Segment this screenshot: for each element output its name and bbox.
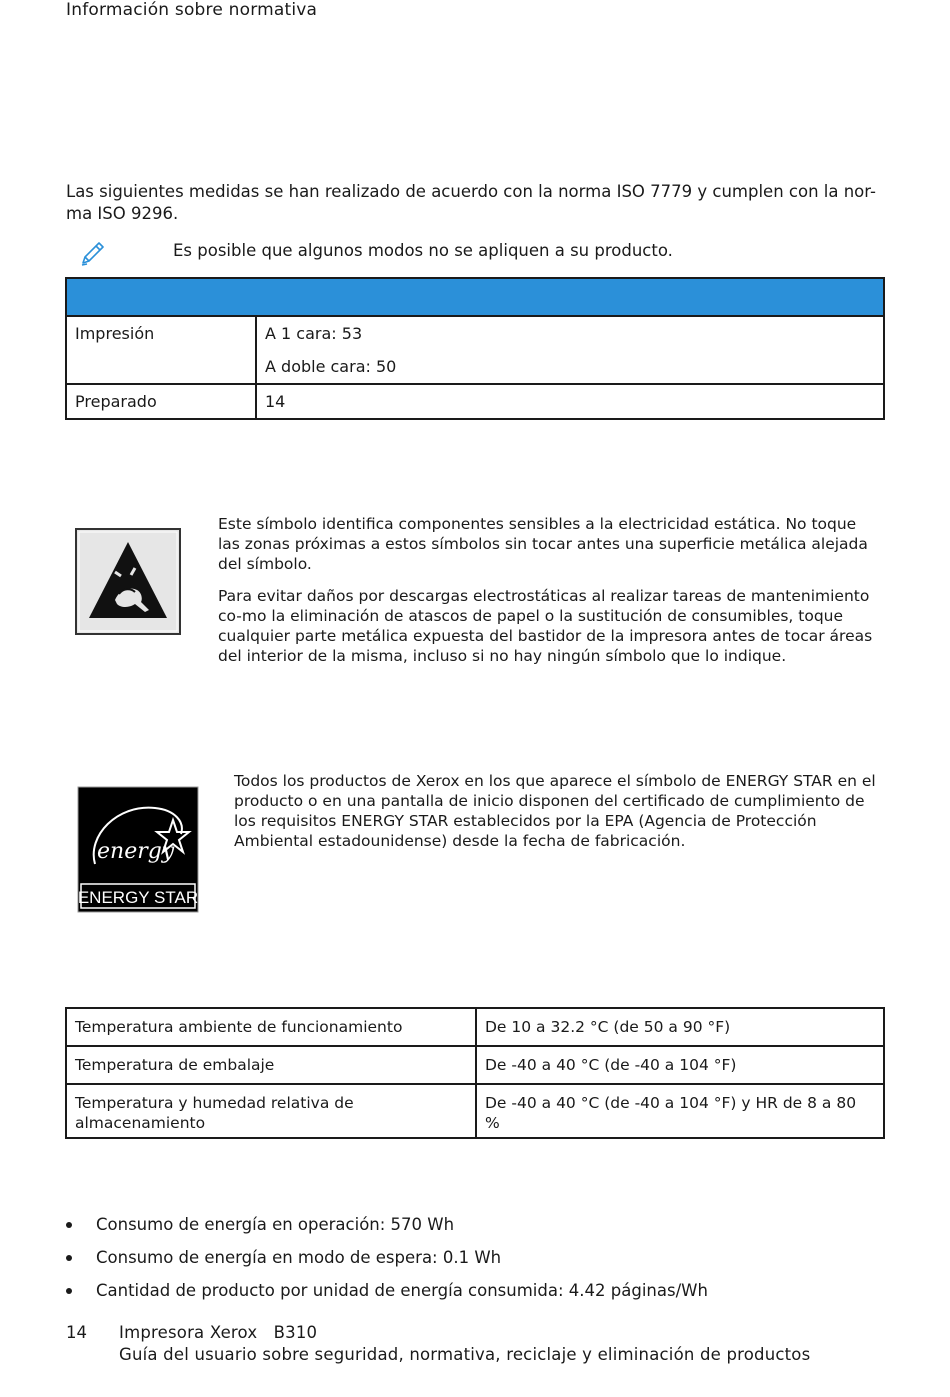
esd-paragraph: Este símbolo identifica componentes sensibles a la electricidad estática. No toque las zonas próximas a estos símbolos sin tocar antes una superficie metálica alejada del símbolo.: [218, 515, 868, 573]
energy-star-description: Todos los productos de Xerox en los que aparece el símbolo de ENERGY STAR en el producto o en una pantalla de inicio disponen del certificado de cumplimiento de los requisitos ENERGY STAR establecidos por la EPA (Agencia de Protección Ambiental estadounidense) desde la fecha de fabricación.: [234, 772, 876, 850]
table-row: [66, 384, 884, 419]
note-text: Es posible que algunos modos no se apliquen a su producto.: [173, 241, 673, 260]
row-value: 14: [256, 384, 884, 419]
value-simplex: A 1 cara: 53: [265, 324, 363, 343]
footer-guide-title: Guía del usuario sobre seguridad, normativa, reciclaje y eliminación de productos: [119, 1345, 811, 1364]
row-label: Preparado: [66, 384, 256, 419]
energy-script-text: energy: [97, 839, 175, 864]
row-value: De -40 a 40 °C (de -40 a 104 °F): [476, 1046, 884, 1084]
esd-paragraph: Para evitar daños por descargas electrostáticas al realizar tareas de mantenimiento co-mo la eliminación de atascos de papel o la sustitución de consumibles, toque cualquier parte metálica expuesta del bastidor de la impresora antes de tocar áreas del interior de la misma, incluso si no hay ningún símbolo que lo indique.: [218, 587, 873, 665]
row-values: [256, 316, 884, 384]
table-row: [66, 1046, 884, 1084]
page-number: 14: [66, 1323, 87, 1342]
esd-description: [218, 514, 878, 678]
bullet-icon: [66, 1222, 72, 1228]
row-label: Temperatura de embalaje: [66, 1046, 476, 1084]
noise-level-table: [65, 277, 885, 420]
row-value: De -40 a 40 °C (de -40 a 104 °F) y HR de 8 a 80 %: [476, 1084, 884, 1138]
row-label: Temperatura ambiente de funcionamiento: [66, 1008, 476, 1046]
table-row: [66, 316, 884, 384]
list-item: [66, 1278, 708, 1311]
table-row: [66, 1084, 884, 1138]
list-item-text: Consumo de energía en operación: 570 Wh: [96, 1215, 455, 1234]
value-duplex: A doble cara: 50: [265, 357, 397, 376]
esd-warning-icon: [75, 528, 181, 635]
row-value: De 10 a 32.2 °C (de 50 a 90 °F): [476, 1008, 884, 1046]
list-item: [66, 1245, 708, 1278]
bullet-icon: [66, 1288, 72, 1294]
intro-paragraph: Las siguientes medidas se han realizado de acuerdo con la norma ISO 7779 y cumplen con la nor-ma ISO 9296.: [66, 182, 876, 223]
environmental-specs-table: [65, 1007, 885, 1139]
energy-star-logo-text: ENERGY STAR: [77, 888, 199, 907]
list-item: [66, 1212, 708, 1245]
row-label: Impresión: [66, 316, 256, 384]
table-header-bar: [66, 278, 884, 316]
bullet-icon: [66, 1255, 72, 1261]
list-item-text: Consumo de energía en modo de espera: 0.1 Wh: [96, 1248, 502, 1267]
footer-product: Impresora Xerox B310: [119, 1323, 318, 1342]
running-header: Información sobre normativa: [66, 0, 318, 20]
energy-consumption-list: [66, 1212, 708, 1311]
list-item-text: Cantidad de producto por unidad de energía consumida: 4.42 páginas/Wh: [96, 1281, 708, 1300]
row-label: Temperatura y humedad relativa de almacenamiento: [66, 1084, 476, 1138]
energy-star-logo: [77, 786, 199, 913]
pencil-note-icon: [78, 238, 108, 268]
table-row: [66, 1008, 884, 1046]
